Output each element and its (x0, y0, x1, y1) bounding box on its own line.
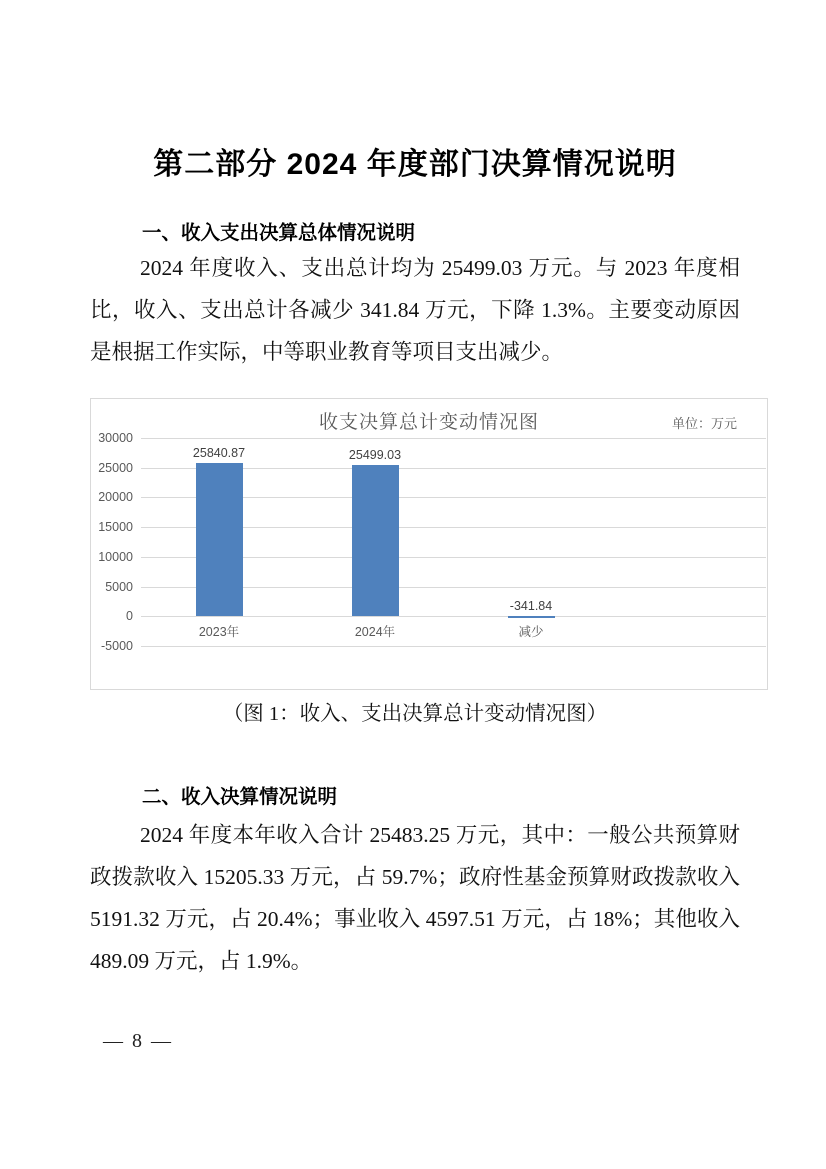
bar-data-label: 25499.03 (348, 447, 402, 462)
figure-1-bar-chart (90, 398, 768, 690)
section-2-heading: 二、收入决算情况说明 (142, 786, 338, 808)
chart-unit-label: 单位：万元 (671, 416, 737, 431)
bar-data-label: 25840.87 (192, 445, 246, 460)
x-axis-category-label: 2023年 (198, 625, 240, 640)
figure-1-caption: （图 1：收入、支出决算总计变动情况图） (222, 703, 608, 725)
y-axis-tick-label: 5000 (105, 579, 133, 594)
plot-area (98, 431, 766, 686)
section-1-heading: 一、收入支出决算总体情况说明 (142, 222, 416, 244)
y-axis-tick-label: 30000 (98, 431, 133, 445)
y-axis-tick-label: 10000 (98, 549, 133, 564)
section-1-paragraph: 2024 年度收入、支出总计均为 25499.03 万元。与 2023 年度相比，收入、支出总计各减少 341.84 万元，下降 1.3%。主要变动原因是根据工作实际，中等职业教育等项目支出减少。 (90, 256, 740, 364)
bar-2024年 (352, 465, 399, 617)
y-axis-tick-label: -5000 (101, 639, 133, 653)
y-axis-tick-label: 0 (126, 609, 133, 624)
section-2-paragraph: 2024 年度本年收入合计 25483.25 万元，其中：一般公共预算财政拨款收入 15205.33 万元，占 59.7%；政府性基金预算财政拨款收入 5191.32 万元，占 20.4%；事业收入 4597.51 万元，占 18%；其他收入 489.09 万元，占 1.9%。 (90, 823, 740, 973)
page-title: 第二部分 2024 年度部门决算情况说明 (153, 148, 677, 181)
y-axis-tick-label: 15000 (98, 520, 133, 535)
chart-title: 收支决算总计变动情况图 (318, 412, 539, 433)
x-axis-category-label: 减少 (518, 625, 544, 640)
gridline (141, 646, 766, 647)
bar-2023年 (196, 463, 243, 617)
page-number: — 8 — (103, 1030, 173, 1052)
gridline (141, 438, 766, 439)
x-axis-category-label: 2024年 (354, 625, 396, 640)
gridline (141, 616, 766, 617)
y-axis-tick-label: 20000 (98, 490, 133, 505)
bar-减少 (508, 616, 555, 618)
bar-data-label: -341.84 (509, 599, 553, 614)
y-axis-tick-label: 25000 (98, 460, 133, 475)
